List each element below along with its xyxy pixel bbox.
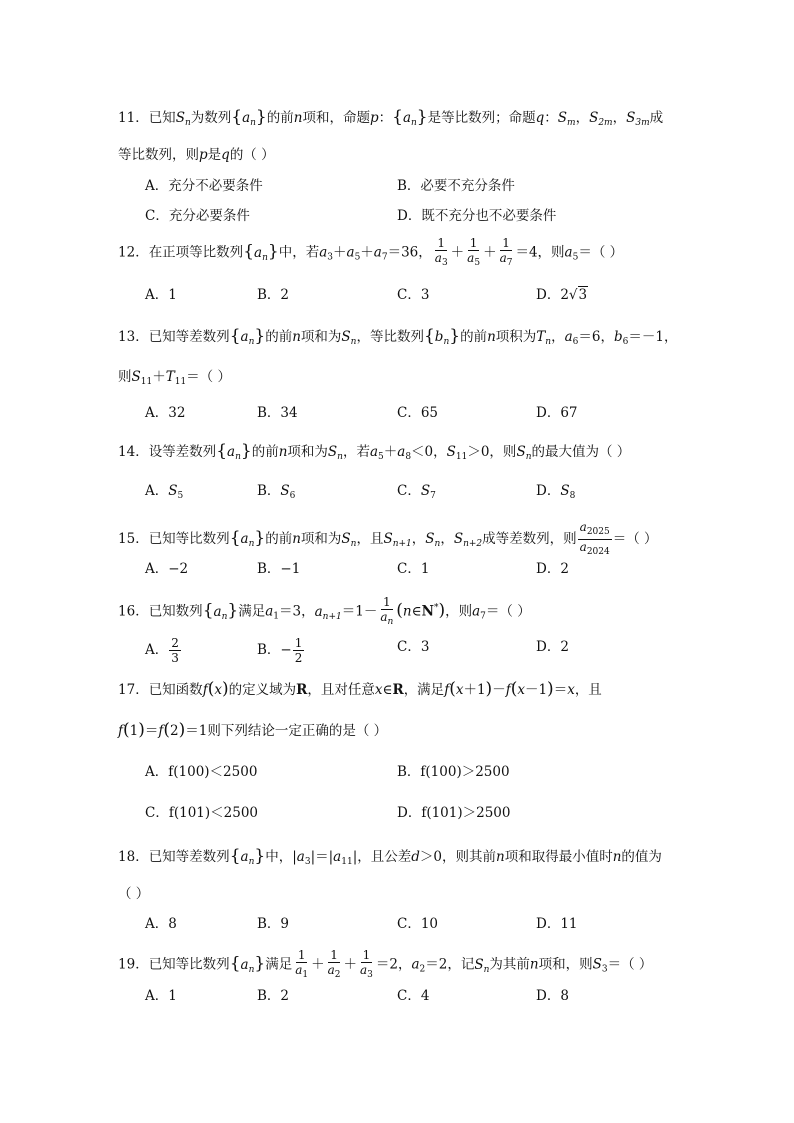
- option-18-b[interactable]: B．9: [257, 916, 290, 932]
- option-14-d[interactable]: D．$S_8$: [536, 483, 576, 501]
- option-19-b[interactable]: B．2: [257, 988, 290, 1004]
- question-18-line2: （ ）: [118, 886, 150, 902]
- option-13-d[interactable]: D．67: [536, 405, 578, 421]
- option-11-a[interactable]: A．充分不必要条件: [145, 178, 263, 194]
- option-13-b[interactable]: B．34: [257, 405, 298, 421]
- option-17-c[interactable]: C．f(101)＜2500: [145, 805, 258, 821]
- option-15-b[interactable]: B．−1: [257, 561, 301, 577]
- option-12-a[interactable]: A．1: [145, 287, 177, 303]
- option-17-d[interactable]: D．f(101)＞2500: [397, 805, 511, 821]
- option-11-b[interactable]: B．必要不充分条件: [397, 178, 515, 194]
- option-12-d[interactable]: D．2√3: [536, 287, 588, 303]
- question-15: 15．已知等比数列$\{a_n\}$的前n项和为$S_n$，且$S_{n+1}$，$S_n$，$S_{n+2}$成等差数列，则 $\frac{a_{2025}}{a_{2024}}$ ＝（ ）: [118, 520, 658, 557]
- question-14: 14．设等差数列$\{a_n\}$的前n项和为$S_n$，若$a_5+a_8<0$，$S_{11}>0$，则$S_n$的最大值为（ ）: [118, 441, 631, 462]
- option-11-d[interactable]: D．既不充分也不必要条件: [397, 208, 557, 224]
- option-14-a[interactable]: A．$S_5$: [145, 483, 184, 501]
- option-15-c[interactable]: C．1: [397, 561, 430, 577]
- question-11: 11．已知$S_n$为数列$\{a_n\}$的前n项和，命题p：$\{a_n\}$是等比数列；命题q：$S_m$，$S_{2m}$，$S_{3m}$成: [118, 107, 664, 128]
- sqrt-symbol: √: [568, 287, 578, 303]
- option-14-c[interactable]: C．$S_7$: [397, 483, 436, 501]
- option-16-b[interactable]: B．− $\frac{1}{2}$: [257, 636, 303, 665]
- question-17: 17．已知函数f(x)的定义域为R，且对任意x∈R，满足f(x＋1)－f(x－1)＝x，且: [118, 679, 602, 699]
- option-12-b[interactable]: B．2: [257, 287, 290, 303]
- option-18-c[interactable]: C．10: [397, 916, 439, 932]
- option-16-d[interactable]: D．2: [536, 639, 569, 655]
- option-16-c[interactable]: C．3: [397, 639, 430, 655]
- question-number: 11: [118, 110, 136, 126]
- option-18-d[interactable]: D．11: [536, 916, 578, 932]
- question-17-line2: f(1)＝f(2)＝1则下列结论一定正确的是（ ）: [118, 720, 388, 740]
- option-19-d[interactable]: D．8: [536, 988, 569, 1004]
- option-19-c[interactable]: C．4: [397, 988, 430, 1004]
- question-13: 13．已知等差数列$\{a_n\}$的前n项和为$S_n$，等比数列$\{b_n\}$的前n项积为$T_n$，$a_6=6$，$b_6=-1$，: [118, 326, 678, 347]
- option-19-a[interactable]: A．1: [145, 988, 177, 1004]
- option-14-b[interactable]: B．$S_6$: [257, 483, 296, 501]
- option-15-a[interactable]: A．−2: [145, 561, 189, 577]
- question-13-line2: 则$S_{11}+T_{11}=$（ ）: [118, 369, 231, 387]
- option-17-a[interactable]: A．f(100)＜2500: [145, 764, 258, 780]
- option-17-b[interactable]: B．f(100)＞2500: [397, 764, 510, 780]
- option-13-c[interactable]: C．65: [397, 405, 439, 421]
- option-12-c[interactable]: C．3: [397, 287, 430, 303]
- question-19: 19．已知等比数列$\{a_n\}$满足 $\frac{1}{a_1}$ ＋ $\frac{1}{a_2}$ ＋ $\frac{1}{a_3}$ ＝2，$a_2=2$，记$S_n$为其前n项和，则$S_3=$（ ）: [118, 948, 653, 980]
- option-13-a[interactable]: A．32: [145, 405, 186, 421]
- option-16-a[interactable]: A． $\frac{2}{3}$: [145, 636, 179, 665]
- question-18: 18．已知等差数列$\{a_n\}$中，$|a_3|=|a_{11}|$，且公差d＞0，则其前n项和取得最小值时n的值为: [118, 846, 662, 867]
- option-15-d[interactable]: D．2: [536, 561, 569, 577]
- question-11-line2: 等比数列，则p是q的（ ）: [118, 147, 275, 163]
- option-18-a[interactable]: A．8: [145, 916, 177, 932]
- question-12: 12．在正项等比数列$\{a_n\}$中，若$a_3+a_5+a_7=36$， $\frac{1}{a_3}$ ＋ $\frac{1}{a_5}$ ＋ $\frac{1}{a_7}$ ＝4，则$a_5=$（ ）: [118, 236, 624, 268]
- option-11-c[interactable]: C．充分必要条件: [145, 208, 250, 224]
- question-16: 16．已知数列$\{a_n\}$满足$a_1=3$，$a_{n+1}=1-$ $\frac{1}{a_n}$ (n∈N*)，则$a_7=$（ ）: [118, 595, 531, 627]
